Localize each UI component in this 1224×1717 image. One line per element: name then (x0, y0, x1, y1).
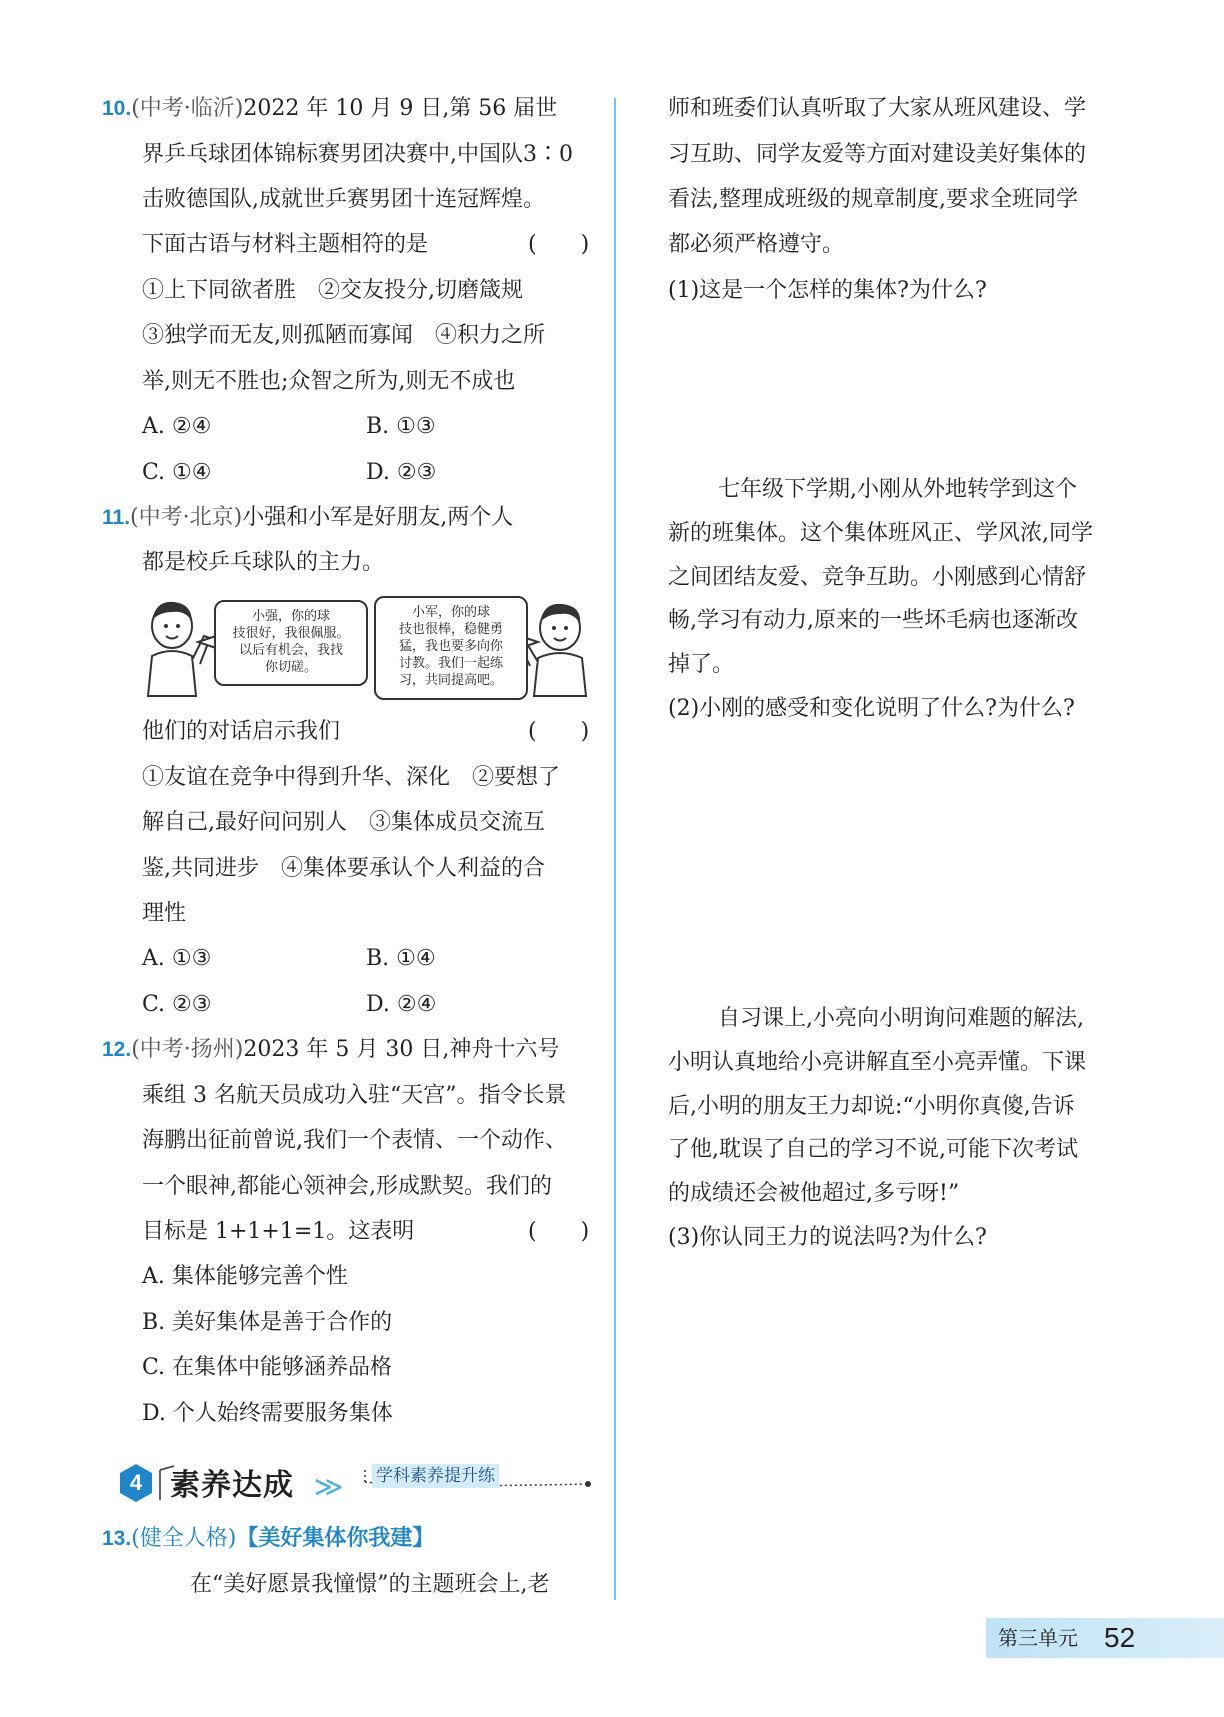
q13-para2-line: 畅,学习有动力,原来的一些坏毛病也逐渐改 (668, 608, 1078, 633)
q10-line: 下面古语与材料主题相符的是 (142, 232, 429, 257)
q10-line: ③独学而无友,则孤陋而寡闻 ④积力之所 (142, 323, 545, 348)
q13-sub-question-3: (3)你认同王力的说法吗?为什么? (668, 1225, 987, 1250)
q10-option-c[interactable]: C. ①④ (142, 460, 212, 485)
q13-first-line (102, 1524, 434, 1554)
speech-bubble-right: 小军，你的球 技也很棒，稳健勇 猛，我也要多向你 讨教。我们一起练 习，共同提高吧。 (374, 596, 528, 700)
q11-source: (中考·北京) (130, 505, 243, 530)
q12-line: 一个眼神,都能心领神会,形成默契。我们的 (142, 1174, 552, 1199)
q12-line: 海鹏出征前曾说,我们一个表情、一个动作、 (142, 1128, 567, 1153)
q13-para2-line: 掉了。 (668, 652, 735, 677)
q10-answer-paren[interactable]: ( ) (528, 232, 590, 257)
q12-number: 12. (102, 1038, 132, 1061)
q11-first-line (102, 503, 513, 533)
q11-after-line: 鉴,共同进步 ④集体要承认个人利益的合 (142, 856, 545, 881)
q13-source: (健全人格) (131, 1526, 237, 1551)
q11-comic (142, 596, 592, 700)
section-subtitle: 学科素养提升练 (372, 1464, 499, 1488)
footer-unit-label: 第三单元 (998, 1628, 1078, 1650)
q13-para3-line: 自习课上,小亮向小明询问难题的解法, (718, 1006, 1084, 1031)
q13-para3-line: 的成绩还会被他超过,多亏呀!” (668, 1181, 960, 1206)
q11-option-d[interactable]: D. ②④ (366, 992, 437, 1017)
q11-after-line: 理性 (142, 901, 187, 926)
q10-option-b[interactable]: B. ①③ (366, 414, 436, 439)
q10-option-a[interactable]: A. ②④ (142, 414, 212, 439)
q11-answer-paren[interactable]: ( ) (528, 719, 590, 744)
q11-line: 都是校乒乓球队的主力。 (142, 550, 385, 575)
q10-number: 10. (102, 97, 132, 120)
q12-first-line (102, 1035, 559, 1065)
q10-line: 界乒乓球团体锦标赛男团决赛中,中国队3∶0 (142, 142, 573, 167)
q13-right-line: 都必须严格遵守。 (668, 232, 845, 257)
q13-para2-line: 新的班集体。这个集体班风正、学风浓,同学 (668, 521, 1093, 546)
q10-option-d[interactable]: D. ②③ (366, 460, 437, 485)
q13-sub-question-2: (2)小刚的感受和变化说明了什么?为什么? (668, 696, 1075, 721)
q12-answer-paren[interactable]: ( ) (528, 1219, 590, 1244)
section-title: 素养达成 (170, 1468, 294, 1503)
q13-number: 13. (102, 1527, 132, 1550)
q11-option-b[interactable]: B. ①④ (366, 946, 436, 971)
q12-option-a[interactable]: A. 集体能够完善个性 (142, 1264, 348, 1289)
q13-para3-line: 后,小明的朋友王力却说:“小明你真傻,告诉 (668, 1094, 1075, 1119)
q13-sub-question-1: (1)这是一个怎样的集体?为什么? (668, 278, 987, 303)
q11-option-a[interactable]: A. ①③ (142, 946, 212, 971)
q12-option-c[interactable]: C. 在集体中能够涵养品格 (142, 1355, 393, 1380)
q11-number: 11. (102, 506, 131, 529)
q13-para3-line: 小明认真地给小亮讲解直至小亮弄懂。下课 (668, 1050, 1087, 1075)
q13-para2-line: 之间团结友爱、竞争互助。小刚感到心情舒 (668, 565, 1087, 590)
q12-source: (中考·扬州) (131, 1037, 244, 1062)
q12-line: 2023 年 5 月 30 日,神舟十六号 (243, 1037, 560, 1062)
q12-line: 乘组 3 名航天员成功入驻“天宫”。指令长景 (142, 1083, 567, 1108)
q13-topic: 【美好集体你我建】 (236, 1526, 435, 1551)
q11-option-c[interactable]: C. ②③ (142, 992, 212, 1017)
q12-line: 目标是 1+1+1=1。这表明 (142, 1219, 415, 1244)
chevron-arrows-icon: ≫ (314, 1470, 344, 1503)
q11-after-line: ①友谊在竞争中得到升华、深化 ②要想了 (142, 765, 561, 790)
q13-para3-line: 了他,耽误了自己的学习不说,可能下次考试 (668, 1137, 1078, 1162)
q10-line: ①上下同欲者胜 ②交友投分,切磨箴规 (142, 278, 523, 303)
q12-option-d[interactable]: D. 个人始终需要服务集体 (142, 1401, 393, 1426)
q11-after-line: 解自己,最好问问别人 ③集体成员交流互 (142, 810, 545, 835)
q13-right-line: 师和班委们认真听取了大家从班风建设、学 (668, 96, 1087, 121)
q10-line: 举,则无不胜也;众智之所为,则无不成也 (142, 369, 516, 394)
section-header (118, 1462, 598, 1512)
q10-source: (中考·临沂) (131, 96, 244, 121)
q13-right-line: 习互助、同学友爱等方面对建设美好集体的 (668, 142, 1087, 167)
speech-bubble-left: 小强，你的球 技很好，我很佩服。 以后有机会，我找 你切磋。 (214, 600, 368, 686)
q10-first-line (102, 94, 557, 124)
q11-line: 小强和小军是好朋友,两个人 (242, 505, 514, 530)
q13-line: 在“美好愿景我憧憬”的主题班会上,老 (190, 1572, 550, 1597)
page-number: 52 (1104, 1622, 1136, 1653)
column-divider (614, 98, 616, 1600)
section-number: 4 (129, 1470, 143, 1495)
q13-right-line: 看法,整理成班级的规章制度,要求全班同学 (668, 187, 1078, 212)
q12-option-b[interactable]: B. 美好集体是善于合作的 (142, 1310, 393, 1335)
q10-line: 2022 年 10 月 9 日,第 56 届世 (243, 96, 558, 121)
q13-para2-line: 七年级下学期,小刚从外地转学到这个 (718, 477, 1077, 502)
q11-after-line: 他们的对话启示我们 (142, 719, 341, 744)
q10-line: 击败德国队,成就世乒赛男团十连冠辉煌。 (142, 187, 545, 212)
